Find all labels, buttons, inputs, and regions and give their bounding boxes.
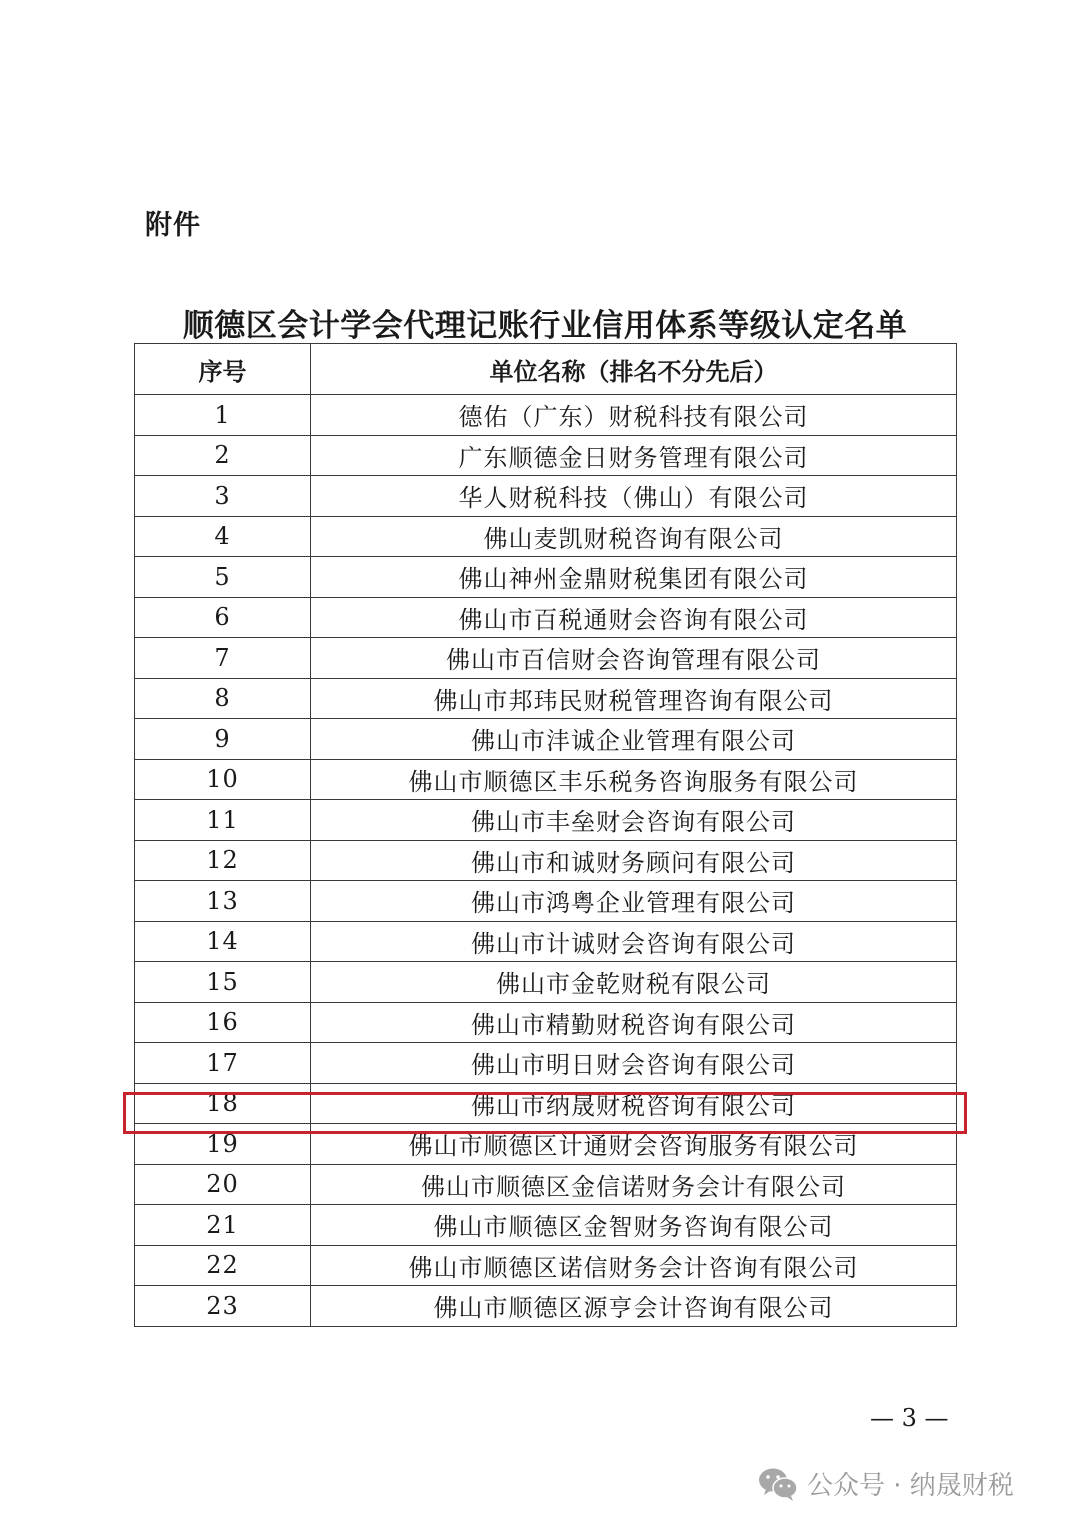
table-row	[135, 1002, 957, 1043]
company-name-cell: 佛山市纳晟财税咨询有限公司	[311, 1083, 957, 1124]
header-serial-number: 序号	[135, 344, 311, 395]
serial-number-cell: 12	[135, 840, 311, 881]
header-company-name: 单位名称（排名不分先后）	[311, 344, 957, 395]
table-row	[135, 516, 957, 557]
highlight-box	[123, 1092, 967, 1134]
table-row	[135, 1164, 957, 1205]
serial-number-cell: 9	[135, 719, 311, 760]
table-row	[135, 840, 957, 881]
table-row	[135, 1205, 957, 1246]
serial-number-cell: 1	[135, 395, 311, 436]
table-row	[135, 435, 957, 476]
table-header-row	[135, 344, 957, 395]
company-name-cell: 佛山市顺德区丰乐税务咨询服务有限公司	[311, 759, 957, 800]
table-row	[135, 1286, 957, 1327]
table-row	[135, 881, 957, 922]
watermark-text: 公众号 · 纳晟财税	[807, 1471, 1014, 1501]
company-name-cell: 佛山市顺德区源亨会计咨询有限公司	[311, 1286, 957, 1327]
serial-number-cell: 14	[135, 921, 311, 962]
serial-number-cell: 15	[135, 962, 311, 1003]
company-name-cell: 佛山市百信财会咨询管理有限公司	[311, 638, 957, 679]
table-row	[135, 1043, 957, 1084]
serial-number-cell: 23	[135, 1286, 311, 1327]
table-row	[135, 800, 957, 841]
company-name-cell: 佛山市顺德区金智财务咨询有限公司	[311, 1205, 957, 1246]
company-name-cell: 佛山市鸿粤企业管理有限公司	[311, 881, 957, 922]
company-name-cell: 佛山市精勤财税咨询有限公司	[311, 1002, 957, 1043]
table-body	[135, 395, 957, 1327]
serial-number-cell: 18	[135, 1083, 311, 1124]
table-row	[135, 597, 957, 638]
serial-number-cell: 10	[135, 759, 311, 800]
document-title: 顺德区会计学会代理记账行业信用体系等级认定名单	[182, 308, 908, 344]
company-name-cell: 华人财税科技（佛山）有限公司	[311, 476, 957, 517]
table-row	[135, 1245, 957, 1286]
company-name-cell: 广东顺德金日财务管理有限公司	[311, 435, 957, 476]
serial-number-cell: 19	[135, 1124, 311, 1165]
company-name-cell: 佛山市顺德区金信诺财务会计有限公司	[311, 1164, 957, 1205]
company-name-cell: 德佑（广东）财税科技有限公司	[311, 395, 957, 436]
serial-number-cell: 20	[135, 1164, 311, 1205]
serial-number-cell: 3	[135, 476, 311, 517]
serial-number-cell: 22	[135, 1245, 311, 1286]
table-row	[135, 395, 957, 436]
company-name-cell: 佛山市顺德区计通财会咨询服务有限公司	[311, 1124, 957, 1165]
serial-number-cell: 17	[135, 1043, 311, 1084]
table-row	[135, 476, 957, 517]
company-name-cell: 佛山市明日财会咨询有限公司	[311, 1043, 957, 1084]
table-row	[135, 557, 957, 598]
table-row	[135, 719, 957, 760]
company-name-cell: 佛山市和诚财务顾问有限公司	[311, 840, 957, 881]
certification-list-table	[134, 343, 957, 1327]
table-row	[135, 759, 957, 800]
serial-number-cell: 2	[135, 435, 311, 476]
attachment-label: 附件	[145, 210, 201, 241]
table-row	[135, 921, 957, 962]
table-row	[135, 962, 957, 1003]
serial-number-cell: 4	[135, 516, 311, 557]
company-name-cell: 佛山市百税通财会咨询有限公司	[311, 597, 957, 638]
serial-number-cell: 21	[135, 1205, 311, 1246]
table-row	[135, 678, 957, 719]
wechat-icon	[757, 1466, 799, 1502]
company-name-cell: 佛山神州金鼎财税集团有限公司	[311, 557, 957, 598]
company-name-cell: 佛山市计诚财会咨询有限公司	[311, 921, 957, 962]
company-name-cell: 佛山市邦玮民财税管理咨询有限公司	[311, 678, 957, 719]
serial-number-cell: 16	[135, 1002, 311, 1043]
serial-number-cell: 7	[135, 638, 311, 679]
serial-number-cell: 5	[135, 557, 311, 598]
company-name-cell: 佛山市顺德区诺信财务会计咨询有限公司	[311, 1245, 957, 1286]
company-name-cell: 佛山市金乾财税有限公司	[311, 962, 957, 1003]
serial-number-cell: 8	[135, 678, 311, 719]
table-row	[135, 638, 957, 679]
watermark	[757, 1465, 1014, 1502]
company-name-cell: 佛山市沣诚企业管理有限公司	[311, 719, 957, 760]
serial-number-cell: 11	[135, 800, 311, 841]
page-number: — 3 —	[870, 1404, 949, 1432]
serial-number-cell: 13	[135, 881, 311, 922]
company-name-cell: 佛山麦凯财税咨询有限公司	[311, 516, 957, 557]
company-name-cell: 佛山市丰垒财会咨询有限公司	[311, 800, 957, 841]
serial-number-cell: 6	[135, 597, 311, 638]
